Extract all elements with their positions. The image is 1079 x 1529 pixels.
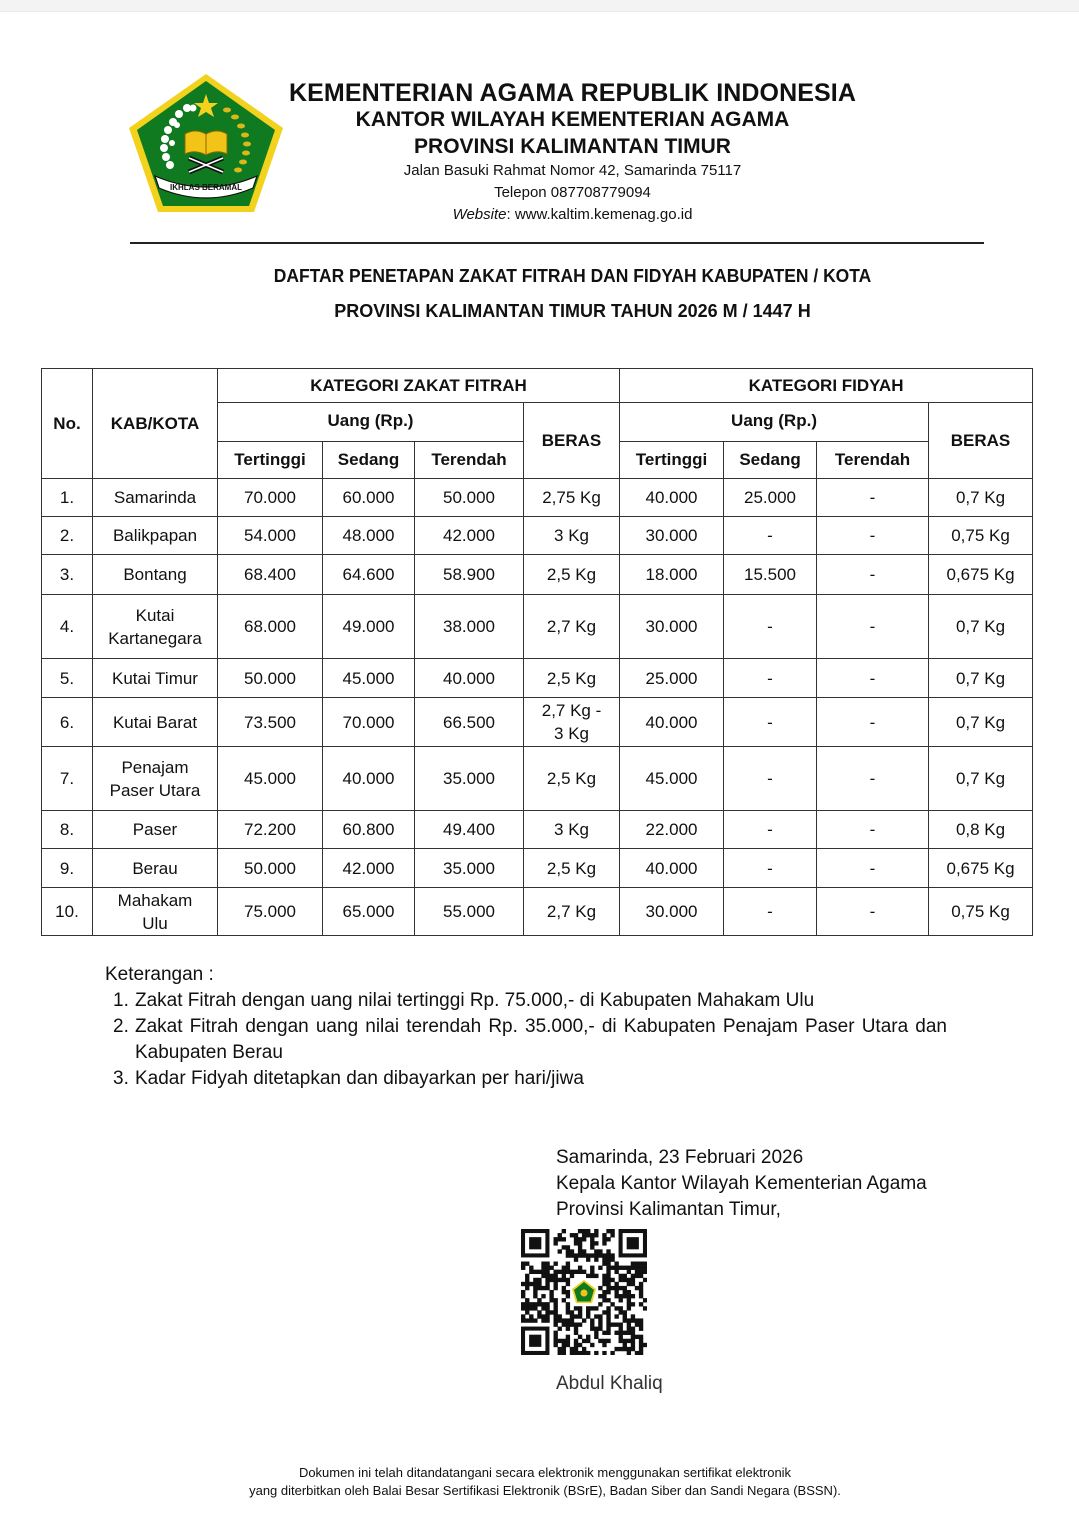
cell-fidyah-terendah: - [817, 517, 929, 555]
letterhead-divider [130, 242, 984, 244]
cell-zakat-terendah: 40.000 [415, 659, 524, 698]
e-signature-footer [150, 1464, 940, 1500]
table-row [42, 888, 1033, 936]
cell-fidyah-sedang: - [724, 517, 817, 555]
cell-zakat-sedang: 49.000 [323, 595, 415, 659]
cell-fidyah-terendah: - [817, 659, 929, 698]
note-item [113, 1014, 965, 1066]
notes-heading: Keterangan : [105, 964, 214, 985]
cell-no: 1. [42, 479, 93, 517]
cell-fidyah-beras: 0,7 Kg [929, 698, 1033, 747]
cell-zakat-tertinggi: 68.400 [218, 555, 323, 595]
cell-no: 7. [42, 747, 93, 811]
note-text: Zakat Fitrah dengan uang nilai tertinggi Rp. 75.000,- di Kabupaten Mahakam Ulu [135, 990, 815, 1011]
cell-no: 4. [42, 595, 93, 659]
cell-kab: Mahakam Ulu [93, 888, 218, 936]
cell-no: 2. [42, 517, 93, 555]
cell-fidyah-sedang: - [724, 811, 817, 849]
note-item [113, 1066, 965, 1092]
cell-fidyah-terendah: - [817, 747, 929, 811]
office-name: KANTOR WILAYAH KEMENTERIAN AGAMA [355, 108, 790, 131]
cell-kab: Bontang [93, 555, 218, 595]
cell-kab: Samarinda [93, 479, 218, 517]
cell-fidyah-tertinggi: 40.000 [620, 479, 724, 517]
cell-fidyah-beras: 0,7 Kg [929, 747, 1033, 811]
province-name: PROVINSI KALIMANTAN TIMUR [414, 135, 731, 158]
cell-zakat-sedang: 40.000 [323, 747, 415, 811]
cell-zakat-sedang: 65.000 [323, 888, 415, 936]
table-row [42, 849, 1033, 888]
notes-list [113, 988, 965, 1092]
cell-fidyah-beras: 0,675 Kg [929, 849, 1033, 888]
footer-line-1: Dokumen ini telah ditandatangani secara elektronik menggunakan sertifikat elektronik [298, 1465, 792, 1480]
cell-fidyah-beras: 0,7 Kg [929, 595, 1033, 659]
cell-fidyah-tertinggi: 40.000 [620, 849, 724, 888]
cell-zakat-beras: 2,5 Kg [524, 555, 620, 595]
cell-zakat-tertinggi: 73.500 [218, 698, 323, 747]
cell-zakat-terendah: 42.000 [415, 517, 524, 555]
cell-no: 10. [42, 888, 93, 936]
header-kab-kota: KAB/KOTA [93, 369, 218, 479]
header-fidyah-beras: BERAS [929, 403, 1033, 479]
cell-fidyah-tertinggi: 45.000 [620, 747, 724, 811]
cell-kab: Berau [93, 849, 218, 888]
table-row [42, 595, 1033, 659]
table-row [42, 517, 1033, 555]
cell-no: 5. [42, 659, 93, 698]
cell-zakat-beras: 2,7 Kg [524, 888, 620, 936]
note-item [113, 988, 965, 1014]
cell-kab: Paser [93, 811, 218, 849]
note-text: Kadar Fidyah ditetapkan dan dibayarkan per hari/jiwa [135, 1068, 584, 1089]
cell-fidyah-tertinggi: 22.000 [620, 811, 724, 849]
cell-fidyah-tertinggi: 30.000 [620, 517, 724, 555]
signature-position-1: Kepala Kantor Wilayah Kementerian Agama [556, 1173, 927, 1194]
office-phone: Telepon 087708779094 [494, 184, 651, 201]
table-row [42, 659, 1033, 698]
cell-fidyah-tertinggi: 30.000 [620, 595, 724, 659]
cell-no: 9. [42, 849, 93, 888]
cell-zakat-terendah: 58.900 [415, 555, 524, 595]
cell-zakat-beras: 3 Kg [524, 517, 620, 555]
header-no: No. [42, 369, 93, 479]
cell-fidyah-tertinggi: 18.000 [620, 555, 724, 595]
cell-zakat-tertinggi: 54.000 [218, 517, 323, 555]
cell-fidyah-beras: 0,8 Kg [929, 811, 1033, 849]
cell-zakat-beras: 2,5 Kg [524, 659, 620, 698]
signature-block [556, 1145, 976, 1223]
cell-fidyah-terendah: - [817, 698, 929, 747]
cell-fidyah-sedang: - [724, 849, 817, 888]
cell-zakat-beras: 2,7 Kg - 3 Kg [524, 698, 620, 747]
cell-fidyah-sedang: - [724, 888, 817, 936]
cell-fidyah-terendah: - [817, 479, 929, 517]
website-label: Website [452, 206, 507, 223]
table-row [42, 811, 1033, 849]
cell-fidyah-sedang: - [724, 747, 817, 811]
header-fidyah-category: KATEGORI FIDYAH [620, 369, 1033, 403]
cell-fidyah-beras: 0,7 Kg [929, 659, 1033, 698]
signer-name: Abdul Khaliq [556, 1373, 663, 1394]
cell-fidyah-terendah: - [817, 595, 929, 659]
header-zakat-sedang: Sedang [323, 442, 415, 479]
office-website [250, 204, 895, 226]
logo-motto: IKHLAS BERAMAL [170, 183, 242, 192]
viewer-top-band [0, 0, 1079, 12]
cell-zakat-tertinggi: 70.000 [218, 479, 323, 517]
header-fidyah-terendah: Terendah [817, 442, 929, 479]
header-zakat-beras: BERAS [524, 403, 620, 479]
cell-zakat-terendah: 35.000 [415, 849, 524, 888]
title-line-2: PROVINSI KALIMANTAN TIMUR TAHUN 2026 M / 1447 H [334, 301, 811, 321]
cell-fidyah-beras: 0,75 Kg [929, 517, 1033, 555]
table-row [42, 555, 1033, 595]
cell-zakat-sedang: 48.000 [323, 517, 415, 555]
cell-zakat-tertinggi: 72.200 [218, 811, 323, 849]
cell-no: 8. [42, 811, 93, 849]
cell-fidyah-sedang: - [724, 659, 817, 698]
cell-fidyah-tertinggi: 30.000 [620, 888, 724, 936]
cell-zakat-terendah: 66.500 [415, 698, 524, 747]
cell-kab: Kutai Timur [93, 659, 218, 698]
cell-zakat-sedang: 70.000 [323, 698, 415, 747]
header-zakat-tertinggi: Tertinggi [218, 442, 323, 479]
cell-zakat-tertinggi: 50.000 [218, 659, 323, 698]
table-row [42, 747, 1033, 811]
table-body [42, 479, 1033, 936]
cell-kab: Penajam Paser Utara [93, 747, 218, 811]
header-fidyah-tertinggi: Tertinggi [620, 442, 724, 479]
cell-fidyah-sedang: 25.000 [724, 479, 817, 517]
cell-zakat-sedang: 60.800 [323, 811, 415, 849]
cell-zakat-sedang: 42.000 [323, 849, 415, 888]
cell-fidyah-tertinggi: 25.000 [620, 659, 724, 698]
signature-place-date: Samarinda, 23 Februari 2026 [556, 1147, 804, 1168]
cell-zakat-sedang: 64.600 [323, 555, 415, 595]
notes-section [105, 962, 965, 1092]
note-number: 1. [113, 990, 129, 1011]
cell-zakat-sedang: 45.000 [323, 659, 415, 698]
ministry-name: KEMENTERIAN AGAMA REPUBLIK INDONESIA [288, 79, 857, 107]
cell-zakat-beras: 3 Kg [524, 811, 620, 849]
cell-kab: Kutai Kartanegara [93, 595, 218, 659]
cell-no: 6. [42, 698, 93, 747]
cell-kab: Balikpapan [93, 517, 218, 555]
cell-zakat-beras: 2,5 Kg [524, 849, 620, 888]
cell-zakat-beras: 2,7 Kg [524, 595, 620, 659]
cell-zakat-tertinggi: 45.000 [218, 747, 323, 811]
website-url: : www.kaltim.kemenag.go.id [506, 206, 693, 223]
cell-no: 3. [42, 555, 93, 595]
qr-code-icon[interactable] [521, 1229, 647, 1355]
cell-zakat-terendah: 38.000 [415, 595, 524, 659]
cell-fidyah-terendah: - [817, 555, 929, 595]
office-address: Jalan Basuki Rahmat Nomor 42, Samarinda 75117 [403, 162, 742, 179]
signature-position-2: Provinsi Kalimantan Timur, [556, 1199, 781, 1220]
cell-zakat-tertinggi: 50.000 [218, 849, 323, 888]
cell-fidyah-beras: 0,675 Kg [929, 555, 1033, 595]
note-text: Zakat Fitrah dengan uang nilai terendah Rp. 35.000,- di Kabupaten Penajam Paser Utara dan Kabupaten Berau [135, 1016, 947, 1063]
table-row [42, 698, 1033, 747]
cell-fidyah-beras: 0,7 Kg [929, 479, 1033, 517]
table-row [42, 479, 1033, 517]
qr-center-emblem-icon [572, 1280, 596, 1303]
cell-fidyah-sedang: 15.500 [724, 555, 817, 595]
cell-zakat-beras: 2,5 Kg [524, 747, 620, 811]
cell-kab: Kutai Barat [93, 698, 218, 747]
note-number: 2. [113, 1016, 129, 1037]
cell-zakat-terendah: 49.400 [415, 811, 524, 849]
cell-fidyah-terendah: - [817, 811, 929, 849]
header-zakat-category: KATEGORI ZAKAT FITRAH [218, 369, 620, 403]
note-number: 3. [113, 1068, 129, 1089]
cell-fidyah-tertinggi: 40.000 [620, 698, 724, 747]
cell-fidyah-sedang: - [724, 698, 817, 747]
footer-line-2: yang diterbitkan oleh Balai Besar Sertifikasi Elektronik (BSrE), Badan Siber dan Sandi Negara (BSSN). [249, 1483, 841, 1498]
title-line-1: DAFTAR PENETAPAN ZAKAT FITRAH DAN FIDYAH KABUPATEN / KOTA [273, 266, 872, 286]
cell-zakat-terendah: 55.000 [415, 888, 524, 936]
cell-zakat-sedang: 60.000 [323, 479, 415, 517]
cell-fidyah-terendah: - [817, 849, 929, 888]
document-title [120, 265, 1025, 322]
cell-fidyah-sedang: - [724, 595, 817, 659]
zakat-fidyah-table [41, 368, 1033, 936]
letterhead [250, 78, 895, 226]
cell-fidyah-beras: 0,75 Kg [929, 888, 1033, 936]
cell-zakat-tertinggi: 68.000 [218, 595, 323, 659]
cell-zakat-tertinggi: 75.000 [218, 888, 323, 936]
cell-zakat-terendah: 50.000 [415, 479, 524, 517]
header-zakat-uang: Uang (Rp.) [218, 403, 524, 442]
cell-fidyah-terendah: - [817, 888, 929, 936]
header-fidyah-uang: Uang (Rp.) [620, 403, 929, 442]
header-zakat-terendah: Terendah [415, 442, 524, 479]
cell-zakat-terendah: 35.000 [415, 747, 524, 811]
header-fidyah-sedang: Sedang [724, 442, 817, 479]
cell-zakat-beras: 2,75 Kg [524, 479, 620, 517]
